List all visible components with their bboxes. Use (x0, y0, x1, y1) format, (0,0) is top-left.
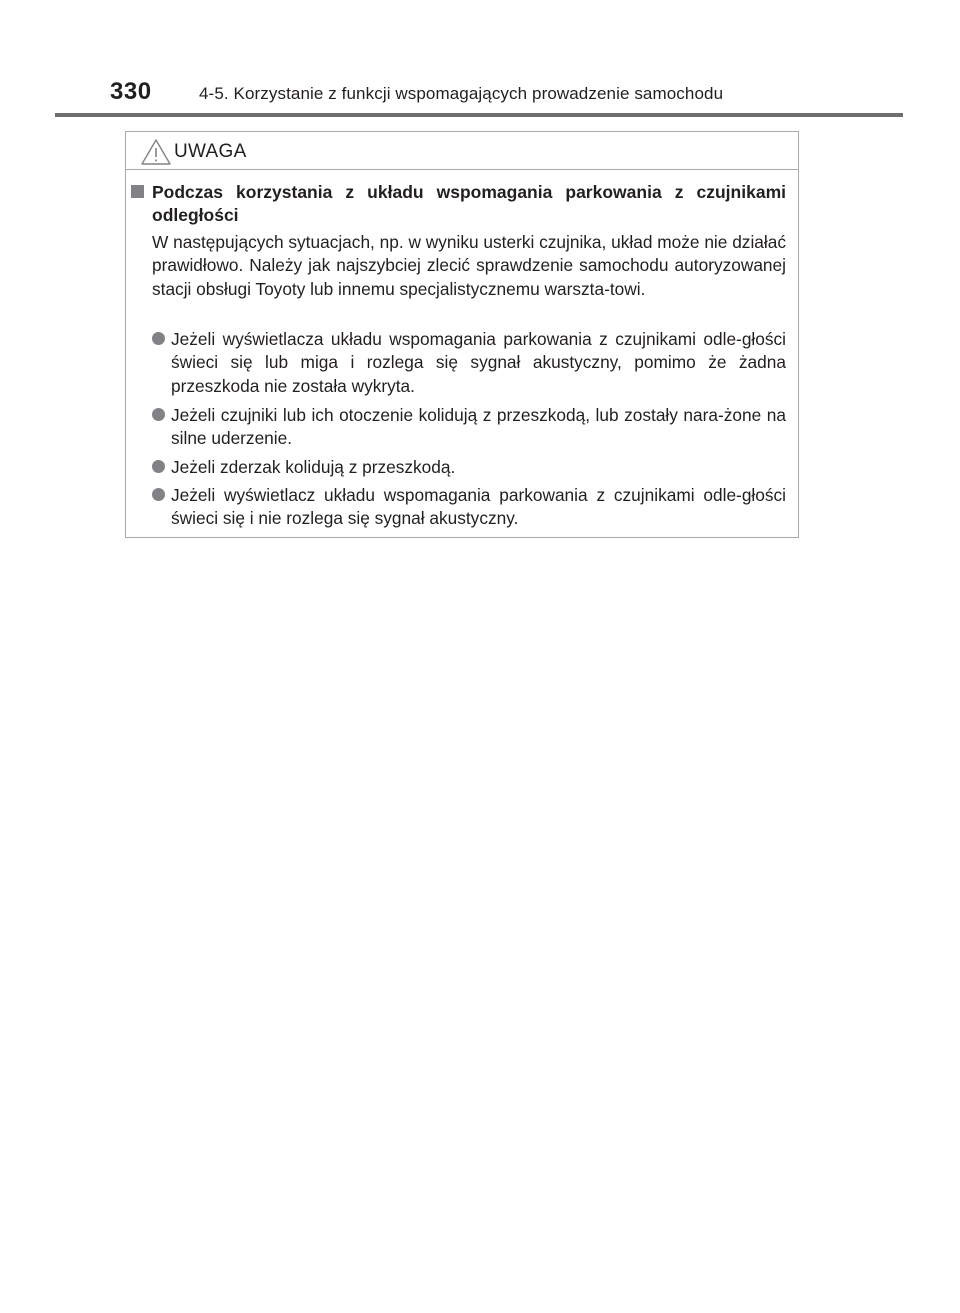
square-bullet-icon (131, 185, 144, 198)
round-bullet-icon (152, 408, 165, 421)
page-number: 330 (110, 78, 152, 105)
bullet-text: Jeżeli wyświetlacz układu wspomagania parkowania z czujnikami odle-głości świeci się i nie rozlega się sygnał akustyczny. (171, 485, 786, 529)
round-bullet-icon (152, 460, 165, 473)
caution-box (125, 131, 799, 538)
round-bullet-icon (152, 488, 165, 501)
header-rule (55, 113, 903, 117)
round-bullet-icon (152, 332, 165, 345)
caution-subheading: Podczas korzystania z układu wspomagania parkowania z czujnikami odległości (152, 182, 786, 225)
caution-body-text: W następujących sytuacjach, np. w wyniku usterki czujnika, układ może nie działać prawidłowo. Należy jak najszybciej zlecić sprawdzenie samochodu autoryzowanej stacji obsługi Toyoty lub innemu specjalistycznemu warszta-towi. (152, 232, 786, 299)
section-title: 4-5. Korzystanie z funkcji wspomagających prowadzenie samochodu (199, 84, 724, 103)
bullet-text: Jeżeli zderzak kolidują z przeszkodą. (171, 457, 456, 477)
page-header (0, 78, 960, 114)
bullet-text: Jeżeli wyświetlacza układu wspomagania parkowania z czujnikami odle-głości świeci się lub miga i rozlega się sygnał akustyczny, pomimo że żadna przeszkoda nie została wykryta. (171, 329, 786, 396)
caution-header (126, 132, 798, 170)
warning-triangle-icon (140, 138, 172, 166)
bullet-text: Jeżeli czujniki lub ich otoczenie kolidują z przeszkodą, lub zostały nara-żone na silne uderzenie. (171, 405, 786, 449)
caution-title: UWAGA (174, 141, 247, 162)
